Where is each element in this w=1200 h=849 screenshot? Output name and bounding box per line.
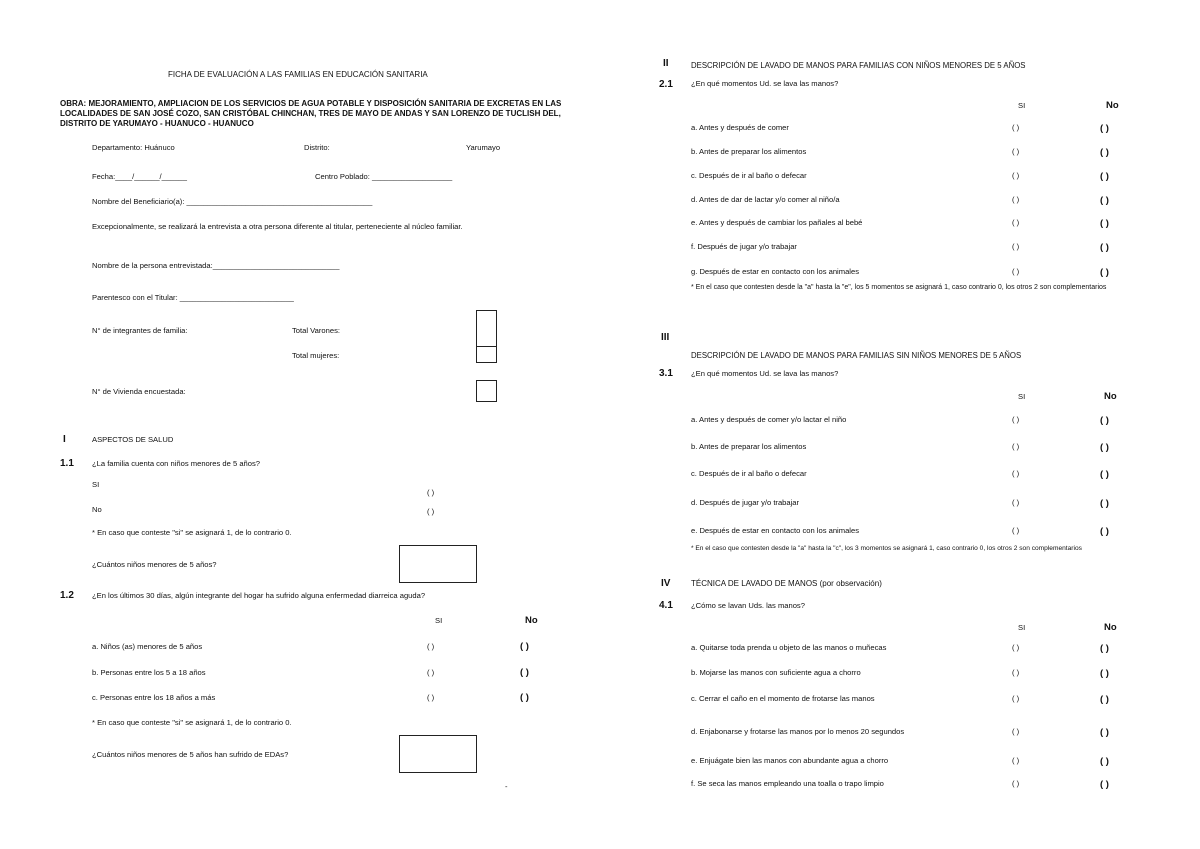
section-1-number: I: [63, 434, 66, 445]
centro-poblado-field[interactable]: Centro Poblado: ___________________: [315, 172, 453, 181]
q31-item-c-no[interactable]: ( ): [1100, 469, 1109, 480]
q12-item-b-si[interactable]: ( ): [427, 668, 435, 677]
q31-item-e-si[interactable]: ( ): [1012, 526, 1020, 535]
q21-item-d-si[interactable]: ( ): [1012, 195, 1020, 204]
q21-item-a-si[interactable]: ( ): [1012, 123, 1020, 132]
q21-item-f-no[interactable]: ( ): [1100, 242, 1109, 253]
q41-item-a-no[interactable]: ( ): [1100, 643, 1109, 654]
total-mujeres-label: Total mujeres:: [292, 351, 340, 360]
vivienda-label: N° de Vivienda encuestada:: [92, 387, 186, 396]
distrito-label: Distrito:: [304, 143, 330, 152]
total-varones-label: Total Varones:: [292, 326, 340, 335]
q41-item-a-si[interactable]: ( ): [1012, 643, 1020, 652]
q12-item-a-no[interactable]: ( ): [520, 641, 529, 652]
q41-item-b: b. Mojarse las manos con suficiente agua a chorro: [691, 668, 861, 677]
question-1-2-text: ¿En los últimos 30 días, algún integrante del hogar ha sufrido alguna enfermedad diarreica aguda?: [92, 591, 426, 600]
question-3-1-number: 3.1: [659, 368, 673, 379]
page-dash: -: [505, 782, 508, 791]
q21-item-b-si[interactable]: ( ): [1012, 147, 1020, 156]
q12-cuantos-box[interactable]: [399, 735, 477, 773]
q41-no-header: No: [1104, 622, 1117, 633]
q12-cuantos-label: ¿Cuántos niños menores de 5 años han sufrido de EDAs?: [92, 750, 289, 759]
q21-si-header: SI: [1018, 101, 1026, 110]
q41-item-f-si[interactable]: ( ): [1012, 779, 1020, 788]
q21-item-c-si[interactable]: ( ): [1012, 171, 1020, 180]
q31-item-d-si[interactable]: ( ): [1012, 498, 1020, 507]
q12-item-a-si[interactable]: ( ): [427, 642, 435, 651]
beneficiario-field[interactable]: Nombre del Beneficiario(a): ____________________________________________: [92, 197, 373, 206]
q12-note: * En caso que conteste "si" se asignará 1, de lo contrario 0.: [92, 718, 292, 727]
q11-note: * En caso que conteste "si" se asignará 1, de lo contrario 0.: [92, 528, 292, 537]
integrantes-box[interactable]: [476, 310, 497, 363]
q21-item-a: a. Antes y después de comer: [691, 123, 789, 132]
question-2-1-number: 2.1: [659, 79, 673, 90]
section-4-title: TÉCNICA DE LAVADO DE MANOS (por observación): [691, 579, 882, 588]
q31-item-e: e. Después de estar en contacto con los animales: [691, 526, 860, 535]
vivienda-box[interactable]: [476, 380, 497, 402]
section-1-title: ASPECTOS DE SALUD: [92, 435, 174, 444]
q21-note: * En el caso que contesten desde la "a" hasta la "e", los 5 momentos se asignará 1, caso contrario 0, los otros 2 son complementarios: [691, 284, 1107, 291]
q21-item-a-no[interactable]: ( ): [1100, 123, 1109, 134]
q41-item-d: d. Enjabonarse y frotarse las manos por lo menos 20 segundos: [691, 727, 905, 736]
q21-no-header: No: [1106, 100, 1119, 111]
q21-item-f: f. Después de jugar y/o trabajar: [691, 242, 797, 251]
q41-item-e: e. Enjuágate bien las manos con abundante agua a chorro: [691, 756, 889, 765]
q11-cuantos-box[interactable]: [399, 545, 477, 583]
q41-item-e-si[interactable]: ( ): [1012, 756, 1020, 765]
q41-item-f: f. Se seca las manos empleando una toalla o trapo limpio: [691, 779, 884, 788]
q41-item-c-si[interactable]: ( ): [1012, 694, 1020, 703]
section-2-title: DESCRIPCIÓN DE LAVADO DE MANOS PARA FAMILIAS CON NIÑOS MENORES DE 5 AÑOS: [691, 61, 1026, 70]
q41-item-d-no[interactable]: ( ): [1100, 727, 1109, 738]
q12-item-b-no[interactable]: ( ): [520, 667, 529, 678]
q31-item-a-no[interactable]: ( ): [1100, 415, 1109, 426]
form-title: FICHA DE EVALUACIÓN A LAS FAMILIAS EN EDUCACIÓN SANITARIA: [168, 70, 428, 79]
q31-no-header: No: [1104, 391, 1117, 402]
q12-item-c-si[interactable]: ( ): [427, 693, 435, 702]
entrevistada-field[interactable]: Nombre de la persona entrevistada:______________________________: [92, 261, 340, 270]
q41-item-f-no[interactable]: ( ): [1100, 779, 1109, 790]
q21-item-d-no[interactable]: ( ): [1100, 195, 1109, 206]
integrantes-box-divider: [476, 346, 497, 347]
section-3-number: III: [661, 332, 670, 343]
q12-item-a: a. Niños (as) menores de 5 años: [92, 642, 203, 651]
q31-item-a: a. Antes y después de comer y/o lactar el niño: [691, 415, 847, 424]
section-2-number: II: [663, 58, 669, 69]
q21-item-b: b. Antes de preparar los alimentos: [691, 147, 807, 156]
q11-no-checkbox[interactable]: ( ): [427, 507, 435, 516]
q21-item-d: d. Antes de dar de lactar y/o comer al niño/a: [691, 195, 840, 204]
q12-si-header: SI: [435, 616, 443, 625]
q31-item-d-no[interactable]: ( ): [1100, 498, 1109, 509]
q21-item-e-no[interactable]: ( ): [1100, 218, 1109, 229]
q31-item-a-si[interactable]: ( ): [1012, 415, 1020, 424]
q41-item-d-si[interactable]: ( ): [1012, 727, 1020, 736]
distrito-value: Yarumayo: [466, 143, 501, 152]
q41-item-e-no[interactable]: ( ): [1100, 756, 1109, 767]
q21-item-f-si[interactable]: ( ): [1012, 242, 1020, 251]
q12-no-header: No: [525, 615, 538, 626]
question-3-1-text: ¿En qué momentos Ud. se lava las manos?: [691, 369, 839, 378]
q31-item-d: d. Después de jugar y/o trabajar: [691, 498, 800, 507]
q12-item-c: c. Personas entre los 18 años a más: [92, 693, 216, 702]
q11-no-label: No: [92, 505, 102, 514]
q21-item-e: e. Antes y después de cambiar los pañales al bebé: [691, 218, 863, 227]
q41-item-a: a. Quitarse toda prenda u objeto de las manos o muñecas: [691, 643, 887, 652]
excepcion-note: Excepcionalmente, se realizará la entrevista a otra persona diferente al titular, perteneciente al núcleo familiar.: [92, 222, 463, 231]
q31-item-b-no[interactable]: ( ): [1100, 442, 1109, 453]
section-3-title: DESCRIPCIÓN DE LAVADO DE MANOS PARA FAMILIAS SIN NIÑOS MENORES DE 5 AÑOS: [691, 351, 1022, 360]
q31-item-c-si[interactable]: ( ): [1012, 469, 1020, 478]
section-4-number: IV: [661, 578, 671, 589]
q21-item-c: c. Después de ir al baño o defecar: [691, 171, 807, 180]
q41-item-c-no[interactable]: ( ): [1100, 694, 1109, 705]
q31-item-c: c. Después de ir al baño o defecar: [691, 469, 807, 478]
q21-item-b-no[interactable]: ( ): [1100, 147, 1109, 158]
q12-item-b: b. Personas entre los 5 a 18 años: [92, 668, 206, 677]
q31-item-e-no[interactable]: ( ): [1100, 526, 1109, 537]
q21-item-c-no[interactable]: ( ): [1100, 171, 1109, 182]
question-2-1-text: ¿En qué momentos Ud. se lava las manos?: [691, 79, 839, 88]
q41-item-b-no[interactable]: ( ): [1100, 668, 1109, 679]
q11-cuantos-label: ¿Cuántos niños menores de 5 años?: [92, 560, 217, 569]
integrantes-label: N° de integrantes de familia:: [92, 326, 188, 335]
q21-item-e-si[interactable]: ( ): [1012, 218, 1020, 227]
question-1-1-number: 1.1: [60, 458, 74, 469]
question-4-1-text: ¿Cómo se lavan Uds. las manos?: [691, 601, 805, 610]
q41-item-c: c. Cerrar el caño en el momento de frotarse las manos: [691, 694, 875, 703]
obra-description: OBRA: MEJORAMIENTO, AMPLIACION DE LOS SERVICIOS DE AGUA POTABLE Y DISPOSICIÓN SANITARIA DE EXCRETAS EN LAS LOCALIDADES DE SAN JOSÉ COZO, SAN CRISTÓBAL CHINCHAN, TRES DE MAYO DE ANDAS Y SAN LORENZO DE TUCLISH DEL, DISTRITO DE YARUMAYO - HUANUCO - HUANUCO: [60, 99, 562, 128]
question-1-1-text: ¿La familia cuenta con niños menores de 5 años?: [92, 459, 261, 468]
q41-si-header: SI: [1018, 623, 1026, 632]
question-1-2-number: 1.2: [60, 590, 74, 601]
q21-item-g-si[interactable]: ( ): [1012, 267, 1020, 276]
q21-item-g: g. Después de estar en contacto con los animales: [691, 267, 860, 276]
q31-item-b-si[interactable]: ( ): [1012, 442, 1020, 451]
q31-si-header: SI: [1018, 392, 1026, 401]
q31-note: * En el caso que contesten desde la "a" hasta la "c", los 3 momentos se asignará 1, caso contrario 0, los otros 2 son complementarios: [691, 545, 1082, 552]
q12-item-c-no[interactable]: ( ): [520, 692, 529, 703]
q11-si-checkbox[interactable]: ( ): [427, 488, 435, 497]
departamento-field: Departamento: Huánuco: [92, 143, 175, 152]
q11-si-label: SI: [92, 480, 100, 489]
q21-item-g-no[interactable]: ( ): [1100, 267, 1109, 278]
question-4-1-number: 4.1: [659, 600, 673, 611]
q41-item-b-si[interactable]: ( ): [1012, 668, 1020, 677]
fecha-field[interactable]: Fecha:____/______/______: [92, 172, 188, 181]
parentesco-field[interactable]: Parentesco con el Titular: ___________________________: [92, 293, 294, 302]
q31-item-b: b. Antes de preparar los alimentos: [691, 442, 807, 451]
